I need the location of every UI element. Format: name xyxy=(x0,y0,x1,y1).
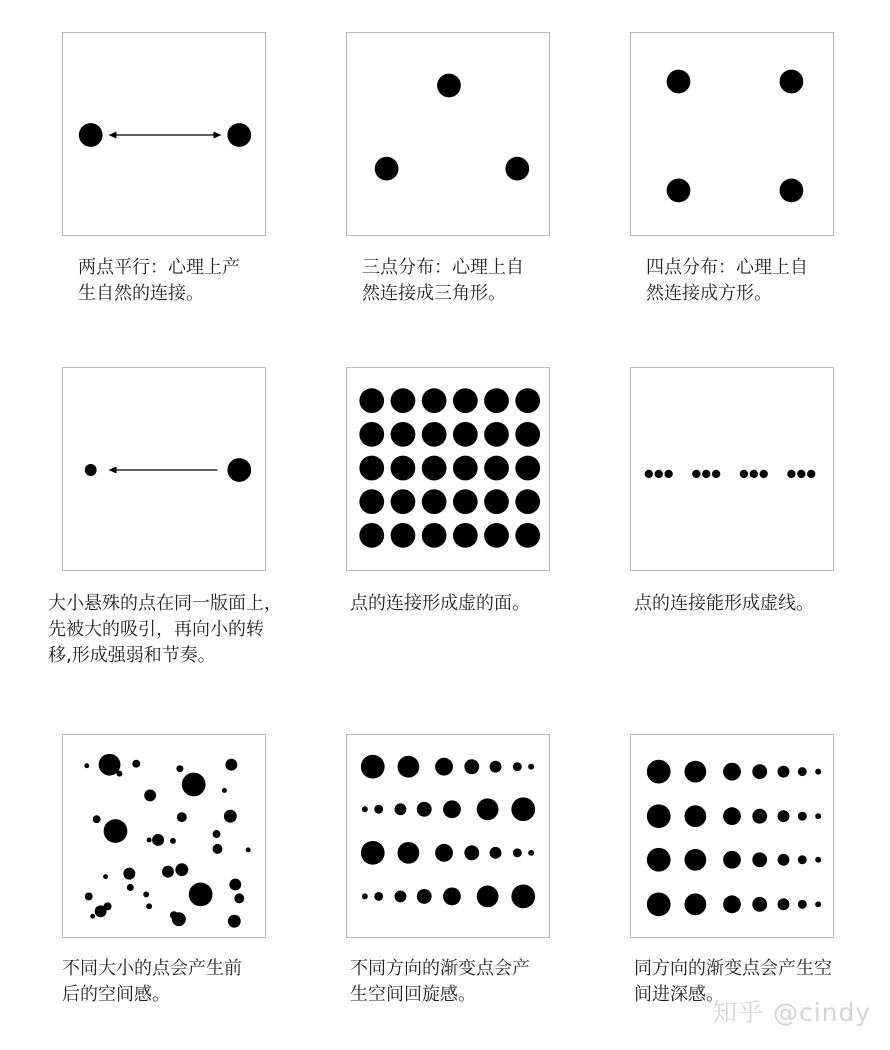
caption-same-gradient: 同方向的渐变点会产生空 间进深感。 xyxy=(634,958,832,1005)
random-dot xyxy=(152,834,164,846)
caption-alternating-gradient: 不同方向的渐变点会产 生空间回旋感。 xyxy=(350,958,530,1005)
gradient-dot xyxy=(398,756,420,778)
random-dot xyxy=(176,765,183,772)
caption-two-dots-parallel: 两点平行：心理上产 生自然的连接。 xyxy=(78,257,240,304)
random-dot xyxy=(143,891,149,897)
line-dot xyxy=(787,470,795,478)
gradient-dot xyxy=(684,805,706,827)
grid-dot xyxy=(391,388,416,413)
random-dot xyxy=(162,866,174,878)
gradient-dot xyxy=(815,813,821,819)
random-dot xyxy=(170,911,178,919)
grid-dot xyxy=(453,422,478,447)
watermark: 知乎 @cindy xyxy=(712,998,872,1027)
random-dot xyxy=(213,830,221,838)
grid-dot xyxy=(391,456,416,481)
alternating-gradient-figure xyxy=(347,735,549,937)
grid-dot xyxy=(359,456,384,481)
grid-dot xyxy=(515,523,540,548)
gradient-dot xyxy=(513,848,522,857)
gradient-dot xyxy=(435,844,453,862)
grid-dot xyxy=(484,489,509,514)
gradient-dot xyxy=(435,758,453,776)
dot-bottom-left xyxy=(375,157,399,181)
gradient-dot xyxy=(647,804,671,828)
random-dot xyxy=(103,874,108,879)
grid-dot xyxy=(391,523,416,548)
grid-dot xyxy=(453,523,478,548)
line-dot xyxy=(750,470,758,478)
same-gradient-figure xyxy=(631,735,833,937)
three-dots-figure xyxy=(347,33,549,235)
gradient-dot xyxy=(798,900,807,909)
dot-bottom-right xyxy=(780,179,804,203)
random-dot xyxy=(224,810,237,823)
grid-dot xyxy=(422,388,447,413)
random-dot xyxy=(93,815,101,823)
random-dot xyxy=(147,837,152,842)
panel-same-gradient xyxy=(630,734,834,938)
four-dots-figure xyxy=(631,33,833,235)
panel-three-dots xyxy=(346,32,550,236)
random-dot xyxy=(144,789,156,801)
random-dot xyxy=(132,760,140,768)
gradient-dot xyxy=(443,800,461,818)
dotted-line-figure xyxy=(631,368,833,570)
gradient-dot xyxy=(815,857,821,863)
grid-dot xyxy=(359,422,384,447)
arrowhead-right xyxy=(214,132,222,139)
dot-bottom-left xyxy=(667,179,691,203)
gradient-dot xyxy=(815,769,821,775)
grid-dot xyxy=(422,489,447,514)
gradient-dot xyxy=(752,809,767,824)
gradient-dot xyxy=(395,803,407,815)
random-dot xyxy=(177,812,187,822)
caption-random-sizes: 不同大小的点会产生前 后的空间感。 xyxy=(62,958,242,1005)
grid-dot xyxy=(422,422,447,447)
gradient-dot xyxy=(464,845,479,860)
grid-dot xyxy=(484,422,509,447)
line-dot xyxy=(655,470,663,478)
gradient-dot xyxy=(684,893,706,915)
gradient-dot xyxy=(528,850,534,856)
line-dot xyxy=(712,470,720,478)
dot-top-left xyxy=(667,70,691,94)
random-dot xyxy=(234,893,244,903)
random-dot xyxy=(85,892,93,900)
gradient-dot xyxy=(528,764,534,770)
gradient-dot xyxy=(815,901,821,907)
line-dot xyxy=(797,470,805,478)
size-contrast-figure xyxy=(63,368,265,570)
random-dot xyxy=(146,903,152,909)
caption-four-dots: 四点分布：心理上自 然连接成方形。 xyxy=(646,257,808,304)
gradient-dot xyxy=(417,802,432,817)
random-dot xyxy=(123,868,135,880)
gradient-dot xyxy=(490,761,502,773)
gradient-dot xyxy=(778,810,790,822)
caption-dot-plane: 点的连接形成虚的面。 xyxy=(350,593,530,614)
random-dot xyxy=(170,838,176,844)
caption-three-dots: 三点分布：心理上自 然连接成三角形。 xyxy=(362,257,524,304)
grid-dot xyxy=(515,489,540,514)
line-dot xyxy=(645,470,653,478)
gradient-dot xyxy=(511,885,535,909)
grid-dot xyxy=(359,388,384,413)
gradient-dot xyxy=(778,898,790,910)
gradient-dot xyxy=(477,886,499,908)
gradient-dot xyxy=(723,807,741,825)
gradient-dot xyxy=(684,761,706,783)
random-dot xyxy=(104,819,128,843)
dot-top-right xyxy=(780,70,804,94)
random-dot xyxy=(228,915,241,928)
gradient-dot xyxy=(443,887,461,905)
gradient-dot xyxy=(684,849,706,871)
gradient-dot xyxy=(723,851,741,869)
grid-dot xyxy=(515,422,540,447)
gradient-dot xyxy=(395,890,407,902)
grid-dot xyxy=(515,456,540,481)
dot-plane-figure xyxy=(347,368,549,570)
line-dot xyxy=(692,470,700,478)
grid-dot xyxy=(515,388,540,413)
gradient-dot xyxy=(374,892,383,901)
random-dot xyxy=(90,914,95,919)
line-dot xyxy=(740,470,748,478)
dot-left xyxy=(79,123,103,147)
gradient-dot xyxy=(513,762,522,771)
panel-random-sizes xyxy=(62,734,266,938)
gradient-dot xyxy=(723,895,741,913)
line-dot xyxy=(664,470,672,478)
dot-bottom-right xyxy=(505,157,529,181)
gradient-dot xyxy=(374,805,383,814)
random-dot xyxy=(222,788,227,793)
gradient-dot xyxy=(362,893,368,899)
grid-dot xyxy=(453,388,478,413)
gradient-dot xyxy=(798,855,807,864)
grid-dot xyxy=(422,456,447,481)
random-dot xyxy=(246,847,251,852)
random-dot xyxy=(229,879,241,891)
random-dot xyxy=(189,883,213,907)
random-dot xyxy=(95,905,107,917)
two-dots-parallel-figure xyxy=(63,33,265,235)
grid-dot xyxy=(359,489,384,514)
gradient-dot xyxy=(362,806,368,812)
dot-top xyxy=(437,74,461,98)
gradient-dot xyxy=(511,797,535,821)
gradient-dot xyxy=(361,755,385,779)
grid-dot xyxy=(484,456,509,481)
gradient-dot xyxy=(752,764,767,779)
grid-dot xyxy=(484,523,509,548)
gradient-dot xyxy=(417,889,432,904)
gradient-dot xyxy=(647,760,671,784)
gradient-dot xyxy=(752,852,767,867)
gradient-dot xyxy=(490,847,502,859)
grid-dot xyxy=(359,523,384,548)
random-dot xyxy=(225,759,237,771)
grid-dot xyxy=(391,489,416,514)
gradient-dot xyxy=(361,841,385,865)
random-dot xyxy=(213,844,223,854)
grid-dot xyxy=(391,422,416,447)
random-sizes-figure xyxy=(63,735,265,937)
random-dot xyxy=(84,763,89,768)
grid-dot xyxy=(453,489,478,514)
gradient-dot xyxy=(477,798,499,820)
gradient-dot xyxy=(798,812,807,821)
gradient-dot xyxy=(647,848,671,872)
grid-dot xyxy=(484,388,509,413)
arrowhead-left xyxy=(109,467,117,474)
panel-dot-plane xyxy=(346,367,550,571)
grid-dot xyxy=(453,456,478,481)
gradient-dot xyxy=(752,897,767,912)
line-dot xyxy=(807,470,815,478)
gradient-dot xyxy=(798,767,807,776)
line-dot xyxy=(760,470,768,478)
gradient-dot xyxy=(723,763,741,781)
gradient-dot xyxy=(778,854,790,866)
gradient-dot xyxy=(647,892,671,916)
line-dot xyxy=(702,470,710,478)
random-dot xyxy=(182,773,206,797)
dot-right xyxy=(227,123,251,147)
panel-two-dots-parallel xyxy=(62,32,266,236)
random-dot xyxy=(116,771,122,777)
panel-four-dots xyxy=(630,32,834,236)
arrowhead-left xyxy=(109,132,117,139)
gradient-dot xyxy=(778,766,790,778)
grid-dot xyxy=(422,523,447,548)
dot-large xyxy=(227,458,251,482)
random-dot xyxy=(127,884,134,891)
panel-size-contrast xyxy=(62,367,266,571)
gradient-dot xyxy=(398,842,420,864)
random-dot xyxy=(175,863,188,876)
panel-dotted-line xyxy=(630,367,834,571)
caption-dotted-line: 点的连接能形成虚线。 xyxy=(634,593,814,614)
gradient-dot xyxy=(464,759,479,774)
panel-alternating-gradient xyxy=(346,734,550,938)
dot-small xyxy=(85,464,97,476)
caption-size-contrast: 大小悬殊的点在同一版面上， 先被大的吸引，再向小的转 移,形成强弱和节奏。 xyxy=(48,593,282,666)
